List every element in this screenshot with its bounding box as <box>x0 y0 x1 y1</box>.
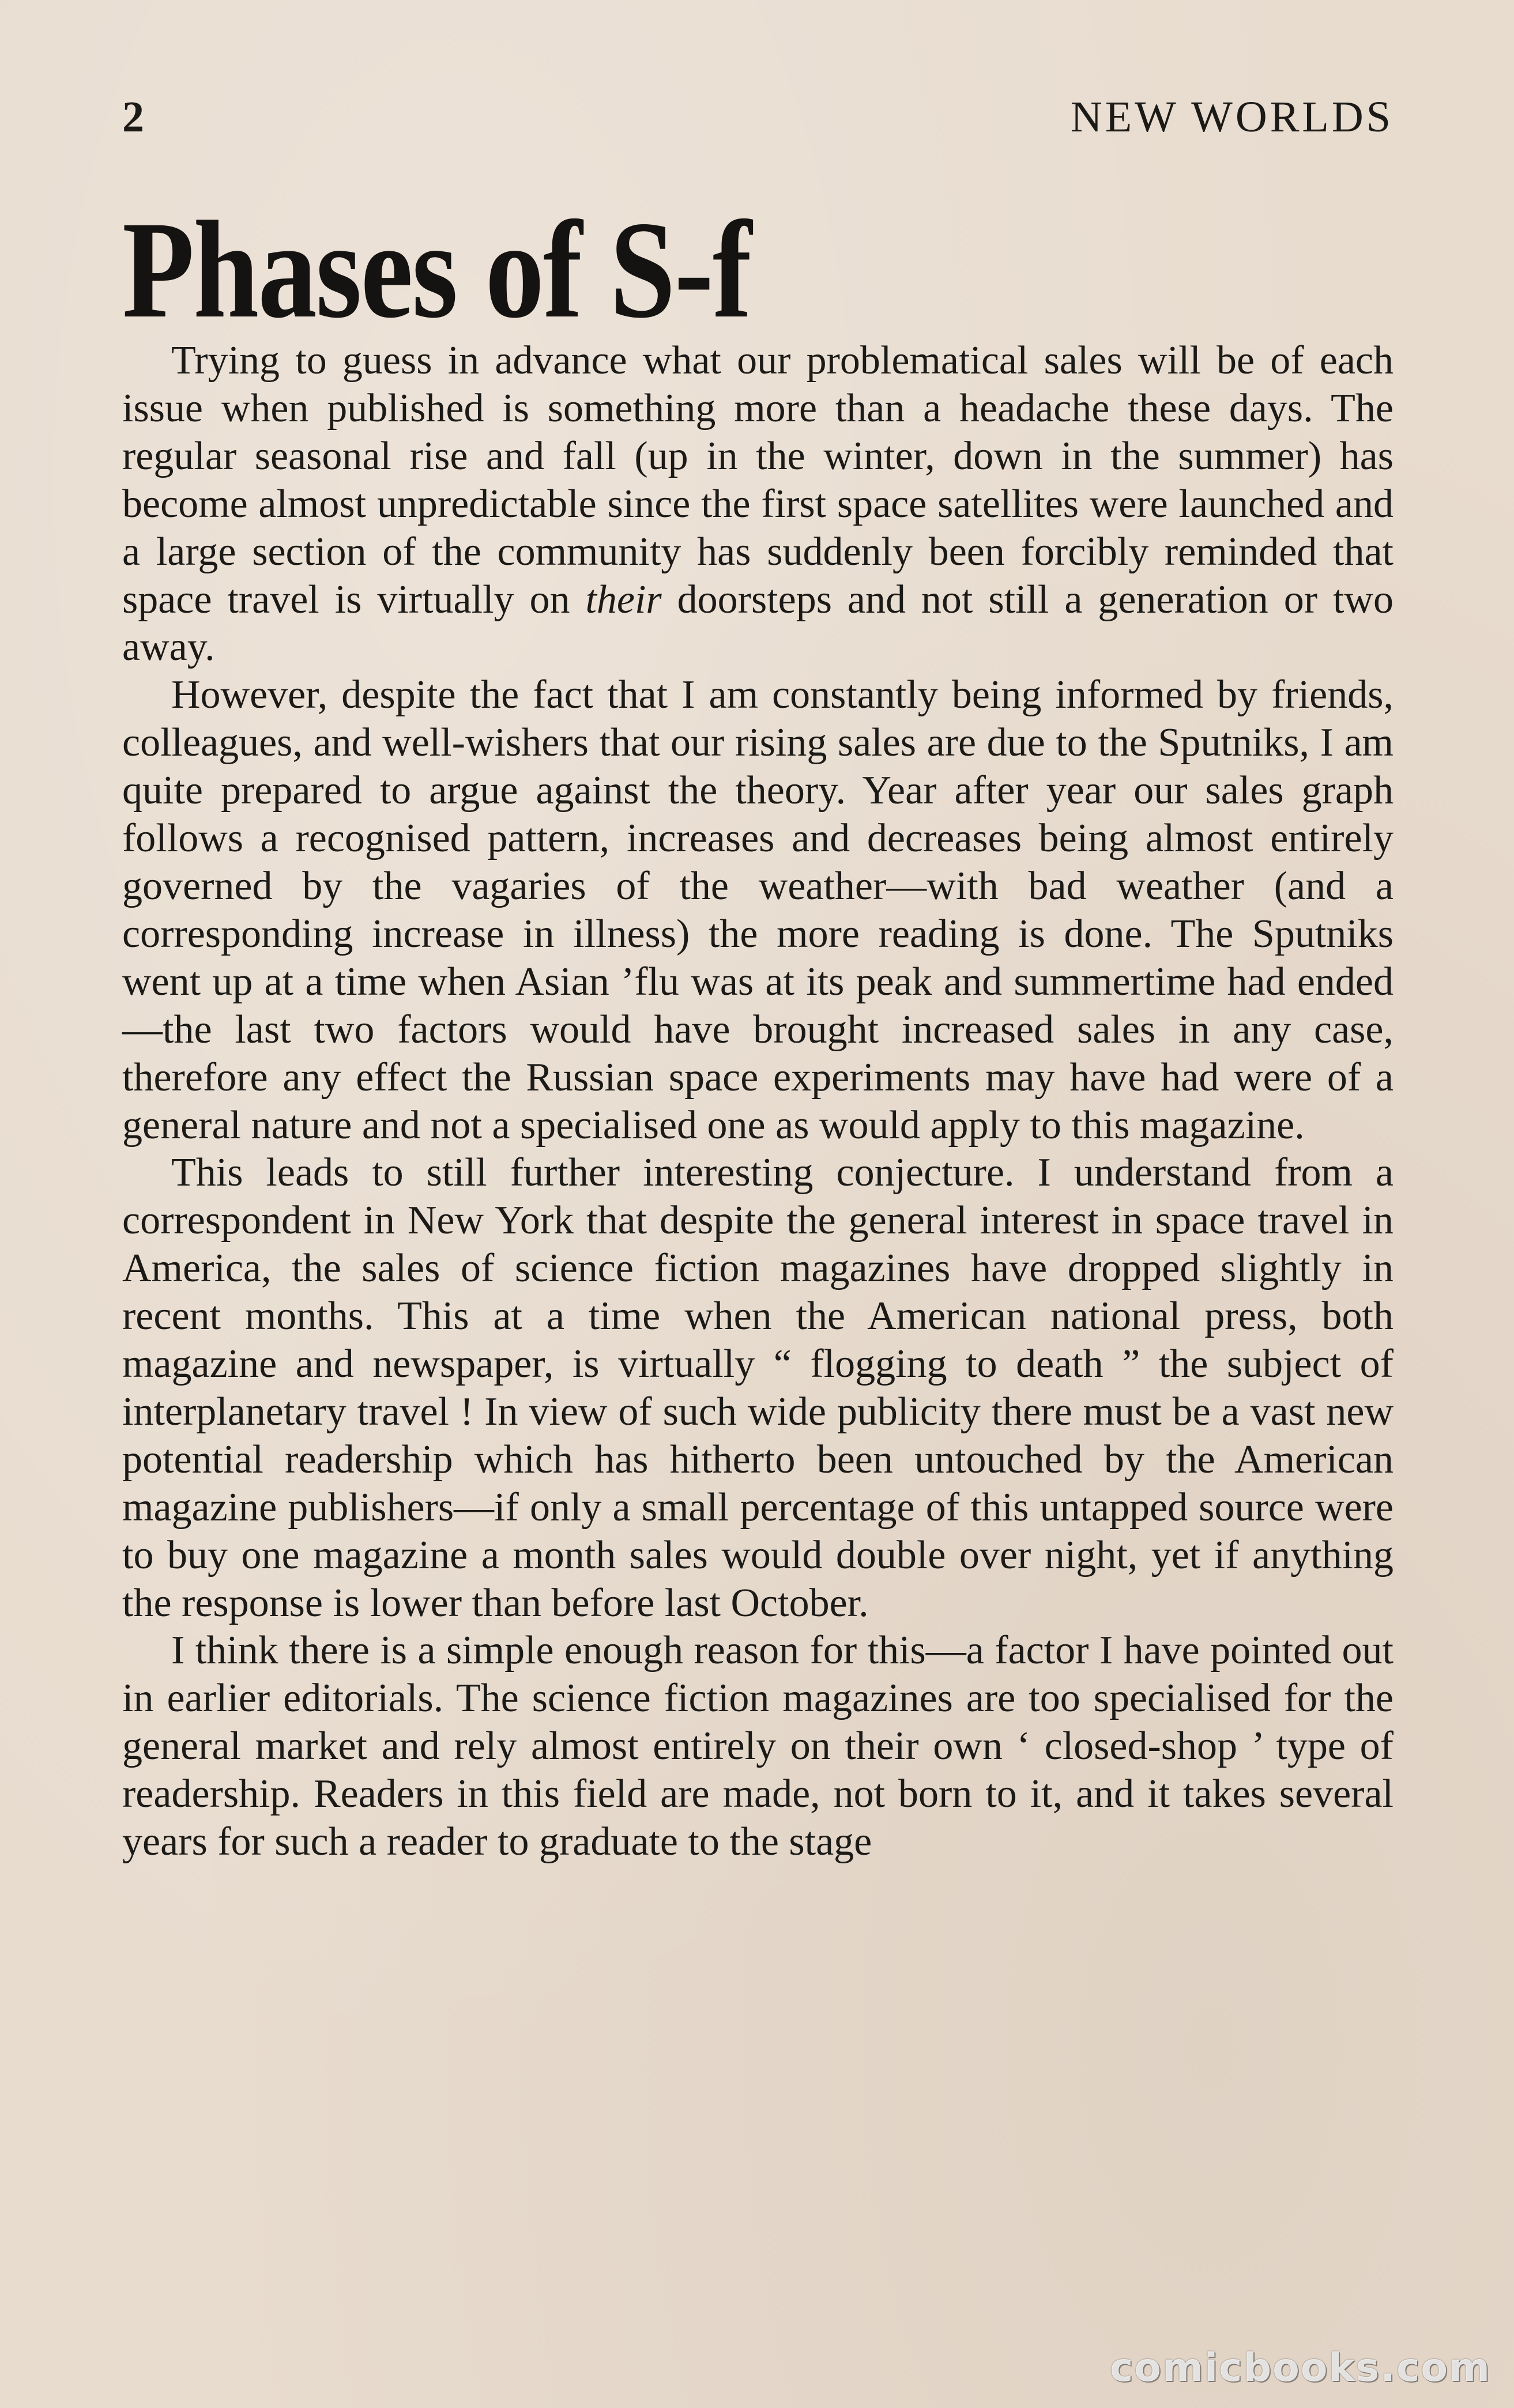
emphasis-their: their <box>585 577 662 622</box>
paragraph-3: This leads to still further interesting conjecture. I understand from a correspondent in New York that despite the general interest in space travel in America, the sales of science fiction magazines have dropped slightly in recent months. This at a time when the American national press, both magazine and newspaper, is virtually “ flogging to death ” the subject of interplanetary travel ! In view of such wide publicity there must be a vast new potential readership which has hitherto been untouched by the American magazine publishers—if only a small percentage of this untapped source were to buy one magazine a month sales would double over night, yet if anything the response is lower than before last October. <box>122 1150 1394 1625</box>
running-head <box>122 92 1394 156</box>
magazine-name: NEW WORLDS <box>1070 93 1394 141</box>
page-number: 2 <box>122 93 146 141</box>
paragraph-2: However, despite the fact that I am constantly being informed by friends, colleagues, and well-wishers that our rising sales are due to the Sputniks, I am quite prepared to argue against the theory. Year after year our sales graph follows a recognised pattern, increases and decreases being almost entirely governed by the vagaries of the weather—with bad weather (and a corresponding increase in illness) the more reading is done. The Sputniks went up at a time when Asian ’flu was at its peak and summertime had ended—the last two factors would have brought increased sales in any case, therefore any effect the Russian space experiments may have had were of a general nature and not a specialised one as would apply to this magazine. <box>122 673 1394 1148</box>
watermark: comicbooks.com <box>1109 2345 1491 2391</box>
article-title: Phases of S-f <box>122 193 751 348</box>
paragraph-4: I think there is a simple enough reason for this—a factor I have pointed out in earlier editorials. The science fiction magazines are too specialised for the general market and rely almost entirely on their own ‘ closed-shop ’ type of readership. Readers in this field are made, not born to it, and it takes several years for such a reader to graduate to the stage <box>122 1628 1394 1864</box>
paragraph-1: Trying to guess in advance what our problematical sales will be of each issue when published is something more than a headache these days. The regular seasonal rise and fall (up in the winter, down in the summer) has become almost unpredictable since the first space satellites were launched and a large section of the community has suddenly been forcibly reminded that space travel is virtually on their doorsteps and not still a generation or two away. <box>122 338 1394 670</box>
article-body <box>122 337 1394 1866</box>
